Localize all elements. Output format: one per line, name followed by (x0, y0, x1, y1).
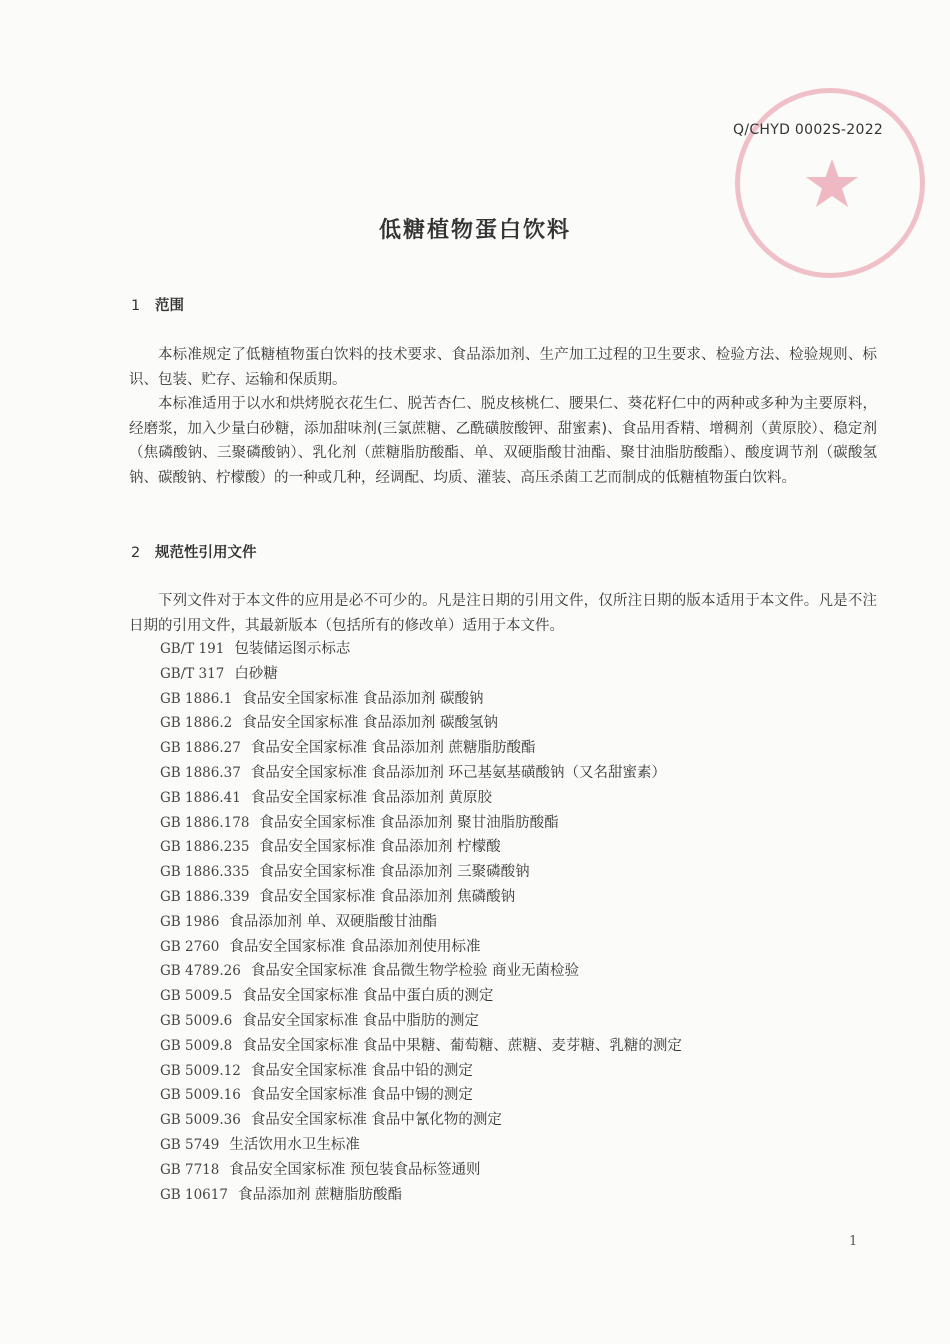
page-number: 1 (849, 1234, 858, 1249)
section-heading-references (131, 541, 257, 562)
reference-list (160, 637, 682, 1207)
paragraph-scope-2: 本标准适用于以水和烘烤脱衣花生仁、脱苦杏仁、脱皮核桃仁、腰果仁、葵花籽仁中的两种或多种为主要原料，经磨浆，加入少量白砂糖，添加甜味剂(三氯蔗糖、乙酰磺胺酸钾、甜蜜素)、食品用香精、增稠剂（黄原胶）、稳定剂（焦磷酸钠、三聚磷酸钠）、乳化剂（蔗糖脂肪酸酯、单、双硬脂酸甘油酯、聚甘油脂肪酸酯）、酸度调节剂（碳酸氢钠、碳酸钠、柠檬酸）的一种或几种，经调配、均质、灌装、高压杀菌工艺而制成的低糖植物蛋白饮料。 (129, 396, 877, 487)
reference-code: GB 7718 (160, 1161, 220, 1178)
section-title: 规范性引用文件 (155, 545, 257, 561)
reference-code: GB 1886.178 (160, 814, 250, 831)
reference-item (160, 1158, 682, 1183)
reference-name: 食品添加剂 蔗糖脂肪酸酯 (237, 1186, 403, 1203)
reference-name: 食品安全国家标准 食品添加剂 蔗糖脂肪酸酯 (250, 740, 536, 757)
reference-code: GB 5009.36 (160, 1112, 241, 1129)
reference-item (160, 1083, 682, 1108)
reference-name: 食品添加剂 单、双硬脂酸甘油酯 (229, 913, 437, 930)
reference-item (160, 860, 682, 885)
section-title: 范围 (155, 298, 184, 314)
reference-code: GB 5009.8 (160, 1037, 233, 1054)
reference-code: GB 4789.26 (160, 963, 241, 980)
reference-name: 白砂糖 (234, 665, 278, 682)
reference-item (160, 835, 682, 860)
reference-item (160, 711, 682, 736)
reference-item (160, 1133, 682, 1158)
reference-name: 食品安全国家标准 食品中果糖、葡萄糖、蔗糖、麦芽糖、乳糖的测定 (242, 1037, 682, 1054)
reference-name: 食品安全国家标准 食品添加剂 碳酸钠 (242, 690, 484, 707)
reference-code: GB 5009.6 (160, 1012, 233, 1029)
reference-code: GB 1886.37 (160, 764, 241, 781)
paragraph-scope-1: 本标准规定了低糖植物蛋白饮料的技术要求、食品添加剂、生产加工过程的卫生要求、检验方法、检验规则、标识、包装、贮存、运输和保质期。 (129, 347, 877, 388)
document-title: 低糖植物蛋白饮料 (378, 218, 571, 243)
reference-item (160, 761, 682, 786)
reference-name: 食品安全国家标准 食品微生物学检验 商业无菌检验 (250, 963, 580, 980)
reference-item (160, 736, 682, 761)
reference-code: GB 1986 (160, 913, 220, 930)
company-seal (735, 88, 925, 278)
reference-name: 食品安全国家标准 预包装食品标签通则 (229, 1161, 481, 1178)
reference-name: 食品安全国家标准 食品中锡的测定 (250, 1087, 473, 1104)
reference-name: 食品安全国家标准 食品添加剂 黄原胶 (250, 789, 493, 806)
reference-name: 包装储运图示标志 (234, 641, 351, 657)
reference-name: 生活饮用水卫生标准 (229, 1136, 360, 1153)
reference-name: 食品安全国家标准 食品添加剂 碳酸氢钠 (242, 715, 498, 732)
section-heading-scope (131, 294, 184, 315)
reference-item (160, 786, 682, 811)
section-number: 2 (131, 545, 141, 561)
reference-name: 食品安全国家标准 食品中蛋白质的测定 (242, 988, 494, 1005)
reference-item (160, 984, 682, 1009)
reference-code: GB/T 317 (160, 665, 225, 682)
reference-name: 食品安全国家标准 食品中铅的测定 (250, 1062, 473, 1079)
reference-code: GB/T 191 (160, 641, 225, 657)
reference-item (160, 959, 682, 984)
reference-item (160, 1108, 682, 1133)
reference-name: 食品安全国家标准 食品中氰化物的测定 (250, 1112, 502, 1129)
reference-item (160, 1009, 682, 1034)
reference-item (160, 662, 682, 687)
reference-name: 食品安全国家标准 食品添加剂 焦磷酸钠 (259, 888, 516, 905)
reference-code: GB 1886.339 (160, 888, 250, 905)
reference-item (160, 910, 682, 935)
reference-name: 食品安全国家标准 食品添加剂 三聚磷酸钠 (259, 864, 530, 881)
paragraph-references-intro: 下列文件对于本文件的应用是必不可少的。凡是注日期的引用文件，仅所注日期的版本适用于本文件。凡是不注日期的引用文件，其最新版本（包括所有的修改单）适用于本文件。 (129, 593, 877, 634)
reference-name: 食品安全国家标准 食品添加剂 柠檬酸 (259, 839, 501, 856)
reference-item (160, 885, 682, 910)
reference-item (160, 687, 682, 712)
reference-code: GB 1886.335 (160, 864, 250, 881)
reference-code: GB 1886.41 (160, 789, 241, 806)
reference-code: GB 1886.2 (160, 715, 233, 732)
reference-code: GB 5009.12 (160, 1062, 241, 1079)
reference-name: 食品安全国家标准 食品添加剂 聚甘油脂肪酸酯 (259, 814, 559, 831)
reference-item (160, 1059, 682, 1084)
standard-number: Q/CHYD 0002S-2022 (733, 122, 884, 138)
reference-name: 食品安全国家标准 食品添加剂 环己基氨基磺酸钠（又名甜蜜素） (250, 764, 667, 781)
reference-item (160, 935, 682, 960)
reference-name: 食品安全国家标准 食品添加剂使用标准 (229, 938, 481, 955)
section-number: 1 (131, 298, 141, 314)
reference-code: GB 1886.235 (160, 839, 250, 856)
reference-item (160, 1183, 682, 1208)
reference-item (160, 811, 682, 836)
reference-code: GB 5009.16 (160, 1087, 241, 1104)
reference-code: GB 10617 (160, 1186, 228, 1203)
reference-name: 食品安全国家标准 食品中脂肪的测定 (242, 1012, 479, 1029)
reference-item (160, 637, 682, 662)
reference-code: GB 5009.5 (160, 988, 233, 1005)
reference-item (160, 1034, 682, 1059)
seal-star-icon (804, 157, 860, 213)
reference-code: GB 2760 (160, 938, 220, 955)
reference-code: GB 5749 (160, 1136, 220, 1153)
reference-code: GB 1886.1 (160, 690, 233, 707)
reference-code: GB 1886.27 (160, 740, 241, 757)
